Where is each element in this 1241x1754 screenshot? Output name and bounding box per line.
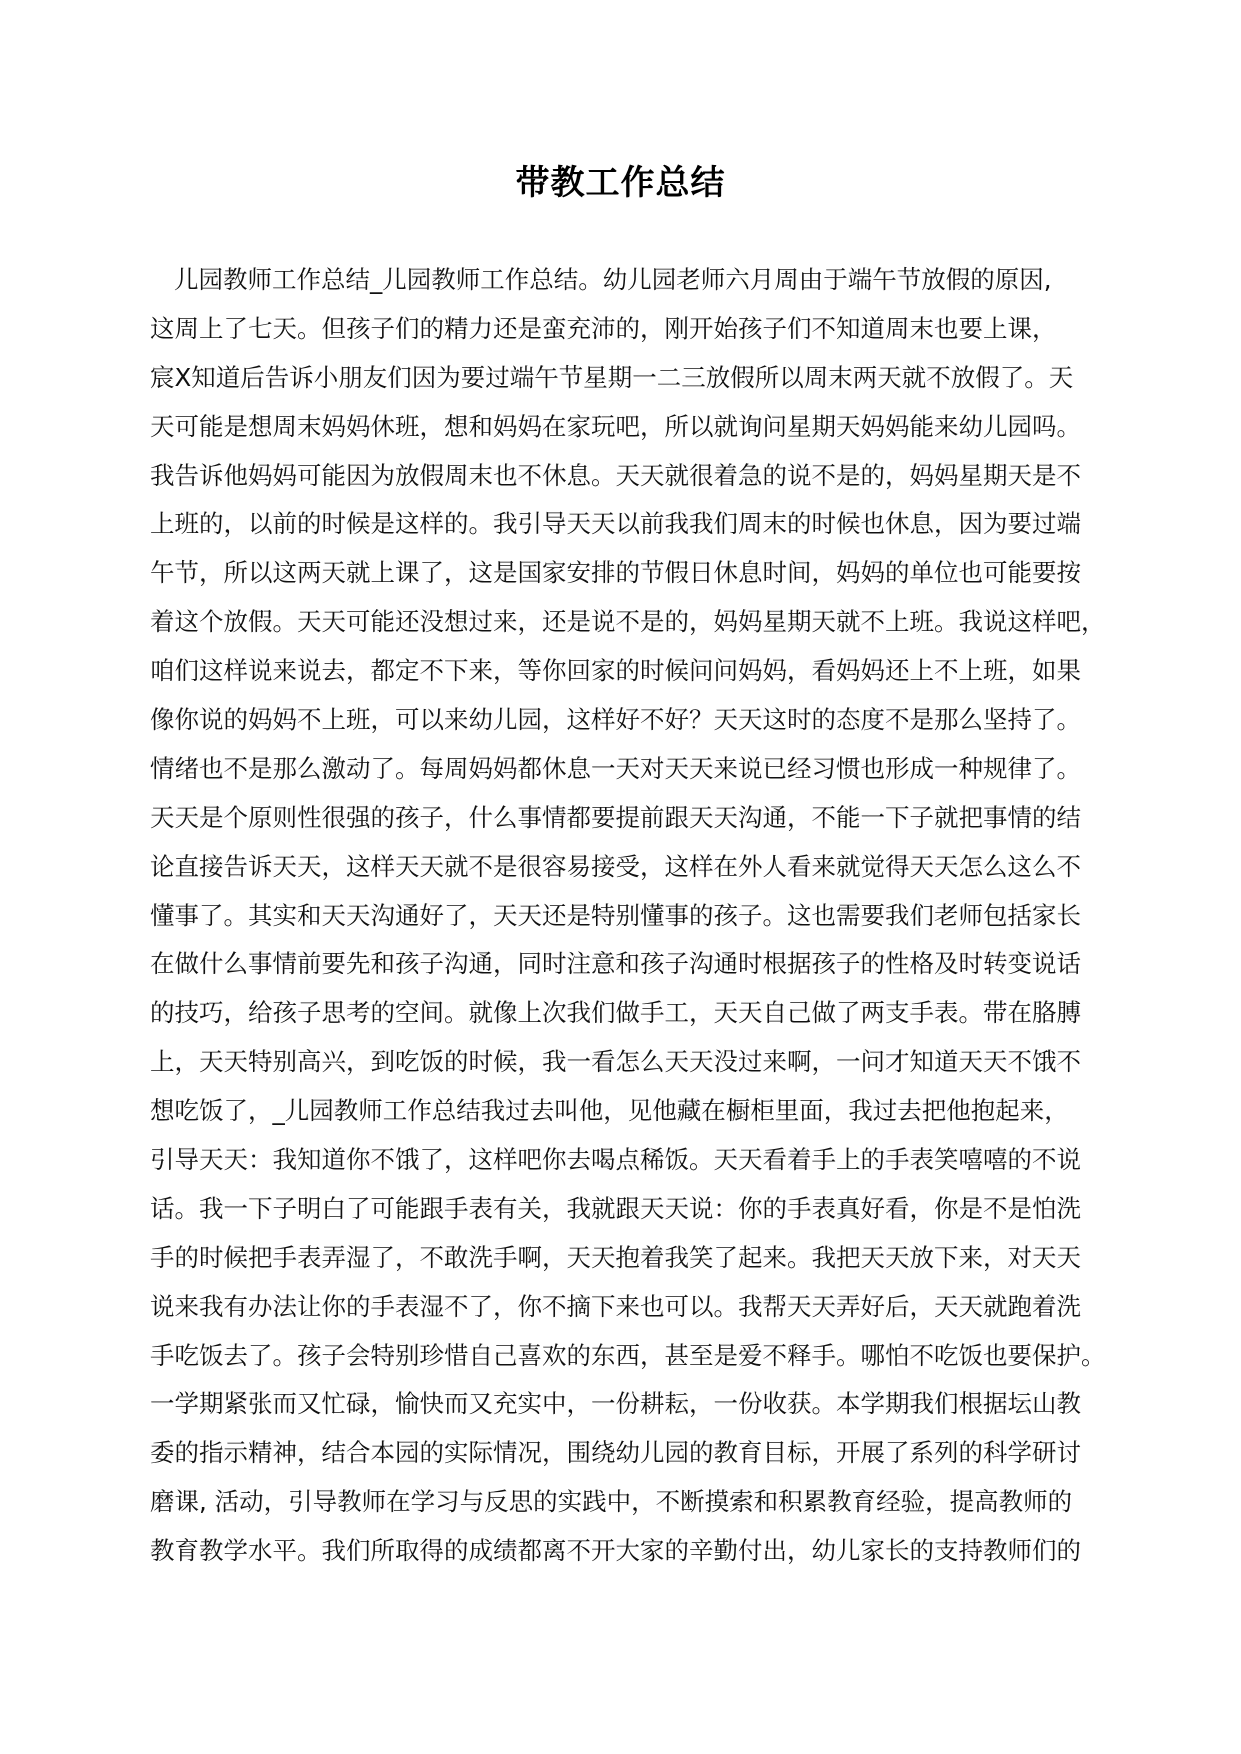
paragraph-line: 着这个放假。天天可能还没想过来，还是说不是的，妈妈星期天就不上班。我说这样吧， bbox=[150, 607, 1106, 637]
paragraph-line: 磨课, 活动，引导教师在学习与反思的实践中，不断摸索和积累教育经验，提高教师的 bbox=[150, 1487, 1073, 1517]
document-body bbox=[150, 256, 1110, 1576]
paragraph-line: 像你说的妈妈不上班，可以来幼儿园，这样好不好？天天这时的态度不是那么坚持了。 bbox=[150, 705, 1081, 735]
paragraph-line: 手吃饭去了。孩子会特别珍惜自己喜欢的东西，甚至是爱不释手。哪怕不吃饭也要保护。 bbox=[150, 1340, 1106, 1370]
paragraph-line: 天天是个原则性很强的孩子，什么事情都要提前跟天天沟通，不能一下子就把事情的结 bbox=[150, 802, 1081, 832]
paragraph-line: 天可能是想周末妈妈休班，想和妈妈在家玩吧，所以就询问星期天妈妈能来幼儿园吗。 bbox=[150, 411, 1081, 441]
paragraph-line: 情绪也不是那么激动了。每周妈妈都休息一天对天天来说已经习惯也形成一种规律了。 bbox=[150, 753, 1081, 783]
paragraph-line: 话。我一下子明白了可能跟手表有关，我就跟天天说：你的手表真好看，你是不是怕洗 bbox=[150, 1193, 1081, 1223]
paragraph-line: 教育教学水平。我们所取得的成绩都离不开大家的辛勤付出，幼儿家长的支持教师们的 bbox=[150, 1536, 1081, 1566]
paragraph-line: 上，天天特别高兴，到吃饭的时候，我一看怎么天天没过来啊，一问才知道天天不饿不 bbox=[150, 1047, 1081, 1077]
paragraph-line: 委的指示精神，结合本园的实际情况，围绕幼儿园的教育目标，开展了系列的科学研讨 bbox=[150, 1438, 1081, 1468]
paragraph-line: 说来我有办法让你的手表湿不了，你不摘下来也可以。我帮天天弄好后，天天就跑着洗 bbox=[150, 1291, 1081, 1321]
paragraph-line: 想吃饭了，_儿园教师工作总结我过去叫他，见他藏在橱柜里面，我过去把他抱起来， bbox=[150, 1096, 1069, 1126]
document-title: 带教工作总结 bbox=[515, 163, 726, 203]
paragraph-line: 的技巧，给孩子思考的空间。就像上次我们做手工，天天自己做了两支手表。带在胳膊 bbox=[150, 998, 1081, 1028]
paragraph-line: 在做什么事情前要先和孩子沟通，同时注意和孩子沟通时根据孩子的性格及时转变说话 bbox=[150, 949, 1081, 979]
paragraph-line: 手的时候把手表弄湿了，不敢洗手啊，天天抱着我笑了起来。我把天天放下来，对天天 bbox=[150, 1242, 1081, 1272]
paragraph-line: 这周上了七天。但孩子们的精力还是蛮充沛的，刚开始孩子们不知道周末也要上课， bbox=[150, 313, 1057, 343]
paragraph-line: 懂事了。其实和天天沟通好了，天天还是特别懂事的孩子。这也需要我们老师包括家长 bbox=[150, 900, 1081, 930]
paragraph-line: 儿园教师工作总结_儿园教师工作总结。幼儿园老师六月周由于端午节放假的原因, bbox=[174, 265, 1052, 294]
paragraph-line: 上班的，以前的时候是这样的。我引导天天以前我我们周末的时候也休息，因为要过端 bbox=[150, 509, 1081, 539]
paragraph-line: 我告诉他妈妈可能因为放假周末也不休息。天天就很着急的说不是的，妈妈星期天是不 bbox=[150, 460, 1081, 490]
paragraph-line: 引导天天：我知道你不饿了，这样吧你去喝点稀饭。天天看着手上的手表笑嘻嘻的不说 bbox=[150, 1145, 1081, 1175]
paragraph-line: 一学期紧张而又忙碌，愉快而又充实中，一份耕耘，一份收获。本学期我们根据坛山教 bbox=[150, 1389, 1081, 1419]
paragraph-line: 论直接告诉天天，这样天天就不是很容易接受，这样在外人看来就觉得天天怎么这么不 bbox=[150, 851, 1081, 881]
paragraph-line: 咱们这样说来说去，都定不下来，等你回家的时候问问妈妈，看妈妈还上不上班，如果 bbox=[150, 656, 1081, 686]
paragraph-line: 午节，所以这两天就上课了，这是国家安排的节假日休息时间，妈妈的单位也可能要按 bbox=[150, 558, 1081, 588]
paragraph-line: 宸Ⅹ知道后告诉小朋友们因为要过端午节星期一二三放假所以周末两天就不放假了。天 bbox=[150, 362, 1074, 392]
